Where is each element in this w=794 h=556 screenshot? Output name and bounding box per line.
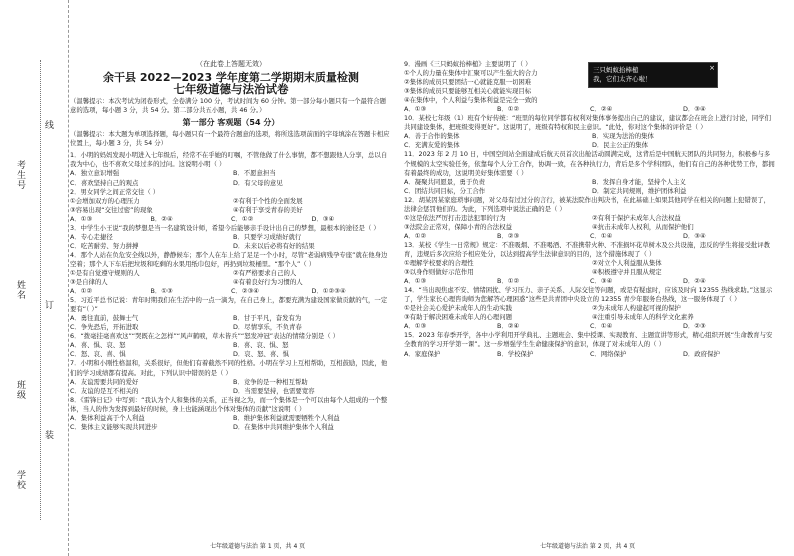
overlay-line-1: 三只蚂蚁抬棒槌	[593, 66, 639, 74]
option: B．甘于平凡，奋发有为	[233, 314, 302, 323]
option: C．友谊的是互不相关的	[70, 386, 139, 395]
option: D．政府保护	[683, 349, 720, 358]
answer-choice: C．③④	[590, 277, 613, 286]
option: C．充满友爱的集体	[404, 141, 460, 150]
option: ④积极遵守并且服从规定	[592, 268, 662, 277]
option: C．吃苦耐劳、努力拼搏	[70, 241, 139, 250]
answer-choice: D．③④	[683, 231, 706, 240]
option: B．发挥自身才能，坚持个人主义	[592, 177, 686, 186]
question-stem: 12．胡某因某家庭琐事问题，对父母有过过分的言行，被某法院作出判决书，在此基础上如果其他同学在相关的问题上犯错误了，法律会惩罚他们的。为此，下列选项中说法正确的是（ ）	[404, 195, 771, 213]
line-mark: 线	[43, 120, 53, 130]
option: A．专心走捷径	[70, 232, 113, 241]
option: B．不愿意担当	[233, 169, 276, 178]
question-stem: 13．某校《学生一日常规》规定：不准吸烟、不准喝酒、不准携带火种、不准损坏花草树木及公共设施，违反的学生将接受批评教育，违规后多次应给予相应处分，以达到提高学生法律意识的目的，这个措施体现了（ ）	[404, 240, 771, 258]
option: A．善于合作的集体	[404, 132, 460, 141]
option: D．民主公正的集体	[592, 141, 649, 150]
option: B．只要学习成绩好就行	[233, 232, 302, 241]
option: ③法院会正常对，保障小青的合法权益	[404, 222, 512, 231]
option: ②集体的成员只要团结一心就能克服一切困难	[404, 78, 532, 87]
question-stem: 10．某校七年级（1）班有个好传统：“班里的每位同学都有权利对集体事务提出自己的建议，建议都会在班会上进行讨论，同学们共同建设集体，把班级变得更好”。这说明了，班级有特权和民主意识。“此处，你对这个集体的评价是（ ）	[404, 114, 771, 132]
overlay-line-2: 我，它们太齐心啦！	[593, 75, 652, 83]
option: C．集体主义能够实现共同进步	[70, 422, 158, 431]
question-7	[70, 359, 392, 395]
option: B．喜、哀、惧、怒	[233, 341, 289, 350]
option: A．集体利益高于个人利益	[70, 413, 145, 422]
exam-number-label: 考生号	[15, 160, 25, 190]
question-stem: 7．小明和小刚性格温和，关系很好，但他们有着截然不同的性格。小明在学习上互相帮助，互相鼓励，因此，他们的学习成绩都有提高。对此，下列认识中错误的是（ ）	[70, 359, 388, 377]
close-icon[interactable]: ×	[709, 64, 715, 72]
option: ③是自律的人	[70, 278, 108, 287]
option: A．家庭保护	[404, 349, 441, 358]
option: C．网络保护	[590, 349, 627, 358]
option: ①理解学校要求的合理性	[404, 259, 474, 268]
answer-choice: A．①②	[70, 287, 93, 296]
answer-choice: C．②③④	[231, 287, 260, 296]
option: ③有助于解决困难未成年人的心理问题	[404, 313, 512, 322]
answer-choice: D．①②③④	[311, 287, 346, 296]
question-stem: 6．“拨毫挂毫喜欢这”“哭既在之怎样”“风声鹤唳，草木皆兵”“怒发冲冠”表达的情绪分别是（ ）	[70, 332, 340, 341]
question-stem: 14．“当出现焦虑不安、情绪困扰、学习压力、亲子关系、人际交往等问题，或是有疑虑时，应该及时向 12355 热线求助。”这显示了，学生家长心理咨询师为您解答心理困惑“这些是共青团中央设立的 12355 青少年服务台热线，这一服务体现了（ ）	[404, 286, 773, 304]
option: ①个人的力量在集体中汇聚可以产生强大的合力	[404, 69, 538, 78]
option: D．哀、怒、喜、惧	[233, 350, 290, 359]
cut-line	[40, 60, 41, 520]
option: C．争先恐后，开拓进取	[70, 323, 139, 332]
section-heading: 第一部分 客观题（54 分）	[182, 118, 280, 128]
option: ②有利于保护未成年人合法权益	[592, 213, 681, 222]
option: C．怒、哀、喜、惧	[70, 350, 126, 359]
option: A．喜、惧、哀、怒	[70, 341, 126, 350]
option: ④在集体中，个人利益与集体利益是完全一致的	[404, 96, 538, 105]
option: ②有利于个性的全面发展	[233, 196, 303, 205]
option: ④注重引导未成年人的科学文化素养	[592, 313, 694, 322]
answer-choice: B．②④	[497, 322, 520, 331]
question-11	[404, 150, 776, 195]
question-stem: 3．中学生小王说“我的梦想是当一名建筑设计师，希望今后能够亲手设计出自己的梦想，最根本的途径是（ ）	[70, 223, 380, 232]
option: D．有父母的意见	[233, 178, 283, 187]
option: C．团结共同目标，分工合作	[404, 186, 486, 195]
option: ④有着良好行为习惯的人	[233, 278, 303, 287]
answer-choice: B．②③	[497, 231, 520, 240]
page-footer-2: 七年级道德与法治 第 2 页，共 4 页	[540, 543, 636, 550]
question-14	[404, 286, 776, 331]
answer-choice: B．①②	[497, 105, 520, 114]
answer-choice: C．②④	[590, 105, 613, 114]
option: D．制定共同规则，维护团体利益	[592, 186, 687, 195]
option: ①是有自觉遵守规则的人	[70, 268, 140, 277]
question-13	[404, 241, 776, 286]
question-6	[70, 332, 392, 359]
question-stem: 5．习近平总书记说：青年时期我们在生活中的一点一滴为，在自己身上，都要充满为建设国家做贡献的气，一定要有“（ ）”	[70, 296, 388, 314]
option: B．实现为法治的集体	[592, 132, 654, 141]
option: A．独立意识增强	[70, 169, 120, 178]
option: B．学校保护	[497, 349, 534, 358]
option: ①会增加双方的心理压力	[70, 196, 140, 205]
option: ①是社会关心爱护未成年人的生动实践	[404, 304, 512, 313]
option: D．尽情享乐，不负青春	[233, 323, 302, 332]
option: D．未来以后必将有好的结果	[233, 241, 315, 250]
answer-choice: D．③④	[683, 105, 706, 114]
answer-choice: D．②③	[683, 322, 706, 331]
question-stem: 4．那个人站在负危安全线以外，静静候车；那个人在车上给了足足一个小时，尽管“老弱病残孕专座”就在他身边空着；那个人下车后把垃圾和吃剩的水果用纸巾包好，再扔到垃圾桶里。“那个人”（ ）	[70, 250, 388, 268]
answer-choice: D．③④	[311, 214, 335, 223]
section-notice: （温馨提示：本大题为单项选择题，每小题只有一个最符合题意的选项，将所选选项前面的字母填涂在答题卡相应位置上，每小题 3 分，共 54 分）	[70, 130, 390, 148]
name-label: 姓名	[15, 280, 25, 300]
exam-title: 余干县 2022—2023 学年度第二学期期末质量检测	[103, 71, 359, 85]
option: ③容易出现“交往过密”的现象	[70, 205, 153, 214]
question-1	[70, 151, 392, 187]
option: D．当需要坚持，也需要宽容	[233, 386, 315, 395]
option: B．竞争的是一种相互帮助	[233, 377, 308, 386]
question-10	[404, 114, 776, 150]
question-stem: 8．《雷锋日记》中写到：“我认为个人和集体的关系，正当视之为，而一个集体是一个可以由每个人组成的一个整体，当人的作为发挥到最好的时候，身上也能涵现出个体对集体的贡献”这说明（ ）	[70, 395, 388, 413]
question-stem: 1．小明的妈妈发现小明进入七年级后，经常不在乎她的叮嘱，不管他做了什么事情，都不想跟他人分享，总以自我为中心，也不喜欢父母过多的过问。这说明小明（ ）	[70, 151, 388, 169]
class-label: 班级	[15, 380, 25, 400]
exam-notice: （温馨提示：本次考试为闭卷形式，全卷满分 100 分，考试时间为 60 分钟。第一部分每小题只有一个最符合题意的选项，每小题 3 分，共 54 分。第二部分共五小题，共 46 分。）	[70, 97, 387, 115]
question-5	[70, 296, 392, 332]
question-4	[70, 251, 392, 296]
page-footer-1: 七年级道德与法治 第 1 页，共 4 页	[210, 543, 306, 550]
option: ①这是依法严厉打击违法犯罪的行为	[404, 213, 506, 222]
answer-choice: C．①④	[590, 322, 613, 331]
question-3	[70, 224, 392, 251]
pack-mark: 装	[43, 430, 53, 440]
binding-margin	[0, 0, 69, 556]
exam-subject-title: 七年级道德与法治试卷	[173, 82, 289, 97]
answer-choice: B．①③	[150, 287, 173, 296]
option: ③集体的成员只要能够互相关心就能实现目标	[404, 87, 532, 96]
option: ④抗击未成年人权利，从而保护他们	[592, 222, 694, 231]
question-2	[70, 188, 392, 224]
answer-choice: A．①③	[404, 105, 427, 114]
invalid-answer-warning: （在此卷上答题无效）	[196, 60, 266, 68]
option: D．在集体中共同维护集体个人利益	[233, 422, 334, 431]
question-15	[404, 331, 776, 358]
school-label: 学校	[15, 470, 25, 490]
answer-choice: A．①②	[404, 231, 427, 240]
question-12	[404, 196, 776, 241]
answer-choice: C．①②	[231, 214, 254, 223]
answer-choice: A．①③	[70, 214, 93, 223]
answer-choice: D．②④	[683, 277, 706, 286]
answer-choice: C．①④	[590, 231, 613, 240]
bind-mark: 订	[43, 300, 53, 310]
question-stem: 9．漫画《三只蚂蚁抬棒槌》主要说明了（ ）	[404, 60, 532, 68]
answer-choice: B．②④	[150, 214, 173, 223]
option: ④有利于享受青春的美好	[233, 205, 303, 214]
question-stem: 15．2023 年春季开学，各中小学利用开学典礼、主题班会、集中授课、实现教育、主题宣讲等形式，精心组织开展“生命教育与安全教育的学习开学第一课”。这一步增强学生生命健康保护的意识，体现了对未成年人的（ ）	[404, 331, 773, 349]
option: A．友谊需要共同的爱好	[70, 377, 139, 386]
option: A．凝聚共同愿景，勇于负责	[404, 177, 486, 186]
option: ③以身作则做好示范作用	[404, 268, 474, 277]
answer-choice: A．①③	[404, 322, 427, 331]
option: ②有严格要求自己的人	[233, 268, 297, 277]
option: ②对立个人利益服从集体	[592, 259, 662, 268]
question-stem: 11．2023 年 2 月 10 日，中国空间站全面建成后航天员首次出舱活动圆满完成，这背后是中国航天团队的共同努力，积极参与多个规模的太空实验任务，依靠每个人分工合作，协调一致，在各种执行力，背后是多个学科团队，他们有自己的各种优势工作，都拥有着最终的成功，这说明美好集体需要（ ）	[404, 150, 775, 177]
option: C．喜欢坚持自己的观点	[70, 178, 139, 187]
page-one	[70, 0, 392, 556]
option: B．维护集体利益就需要牺牲个人利益	[233, 413, 340, 422]
question-8	[70, 396, 392, 432]
answer-choice: B．①②	[497, 277, 520, 286]
option: ②为未成年人构建起可视的保护	[592, 304, 681, 313]
option: A．勇往直前，鼓舞士气	[70, 314, 139, 323]
comic-caption-overlay[interactable]	[588, 62, 718, 88]
answer-choice: A．①③	[404, 277, 427, 286]
question-stem: 2．男女同学之间正常交往（ ）	[70, 187, 160, 196]
